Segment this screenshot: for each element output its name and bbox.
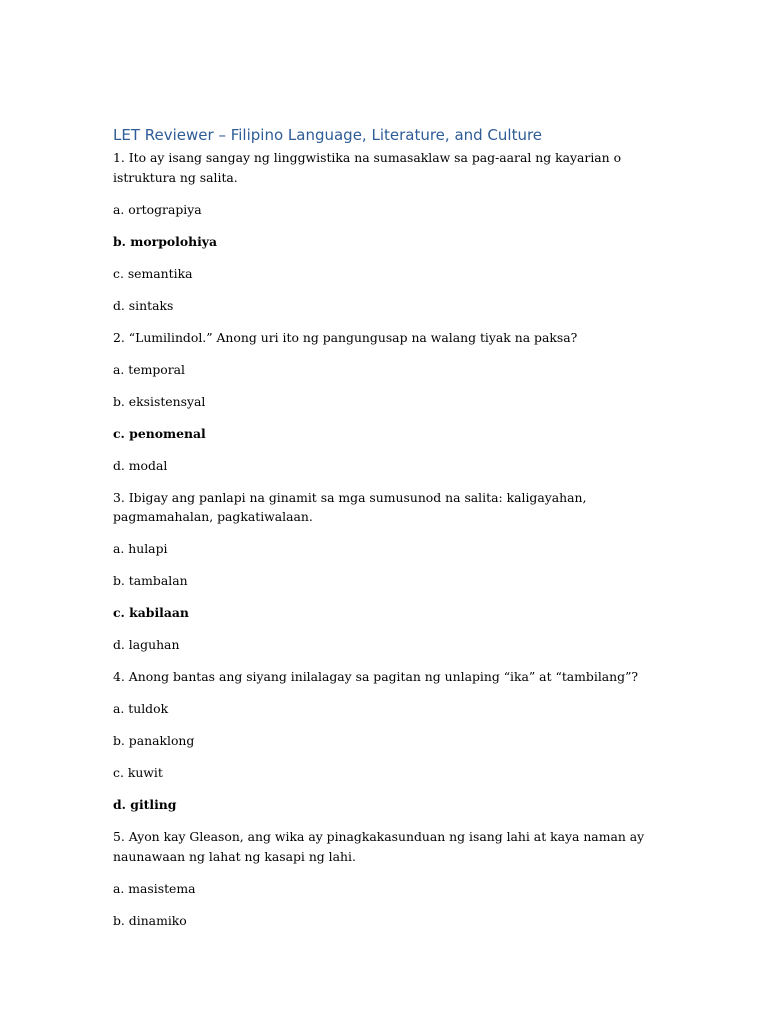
answer-option: d. laguhan: [113, 637, 180, 652]
answer-option: a. masistema: [113, 880, 196, 896]
document-title: LET Reviewer – Filipino Language, Literature, and Culture: [113, 126, 543, 144]
answer-option: b. eksistensyal: [113, 393, 206, 409]
question-text: 3. Ibigay ang panlapi na ginamit sa mga sumusunod na salita: kaligayahan, pagmamahalan, pagkatiwalaan.: [113, 489, 587, 524]
correct-answer-option: c. kabilaan: [113, 605, 189, 620]
answer-option: b. panaklong: [113, 733, 195, 748]
correct-answer-option: b. morpolohiya: [113, 233, 218, 249]
question-text: 2. “Lumilindol.” Anong uri ito ng pangungusap na walang tiyak na paksa?: [113, 329, 578, 345]
question-text: 4. Anong bantas ang siyang inilalagay sa pagitan ng unlaping “ika” at “tambilang”?: [113, 669, 639, 684]
answer-option: d. sintaks: [113, 297, 174, 313]
question-text: 1. Ito ay isang sangay ng linggwistika na sumasaklaw sa pag-aaral ng kayarian o istruktura ng salita.: [113, 150, 622, 185]
document-body: [113, 124, 658, 943]
question-text: 5. Ayon kay Gleason, ang wika ay pinagkakasunduan ng isang lahi at kaya naman ay naunawaan ng lahat ng kasapi ng lahi.: [113, 829, 645, 864]
answer-option: a. tuldok: [113, 701, 169, 716]
correct-answer-option: d. gitling: [113, 797, 177, 812]
correct-answer-option: c. penomenal: [113, 425, 206, 441]
answer-option: a. hulapi: [113, 541, 168, 556]
answer-option: c. kuwit: [113, 765, 163, 780]
answer-option: c. semantika: [113, 265, 193, 281]
answer-option: b. dinamiko: [113, 912, 187, 928]
answer-option: b. tambalan: [113, 573, 188, 588]
answer-option: d. modal: [113, 457, 168, 473]
answer-option: a. ortograpiya: [113, 201, 202, 217]
answer-option: a. temporal: [113, 361, 185, 377]
